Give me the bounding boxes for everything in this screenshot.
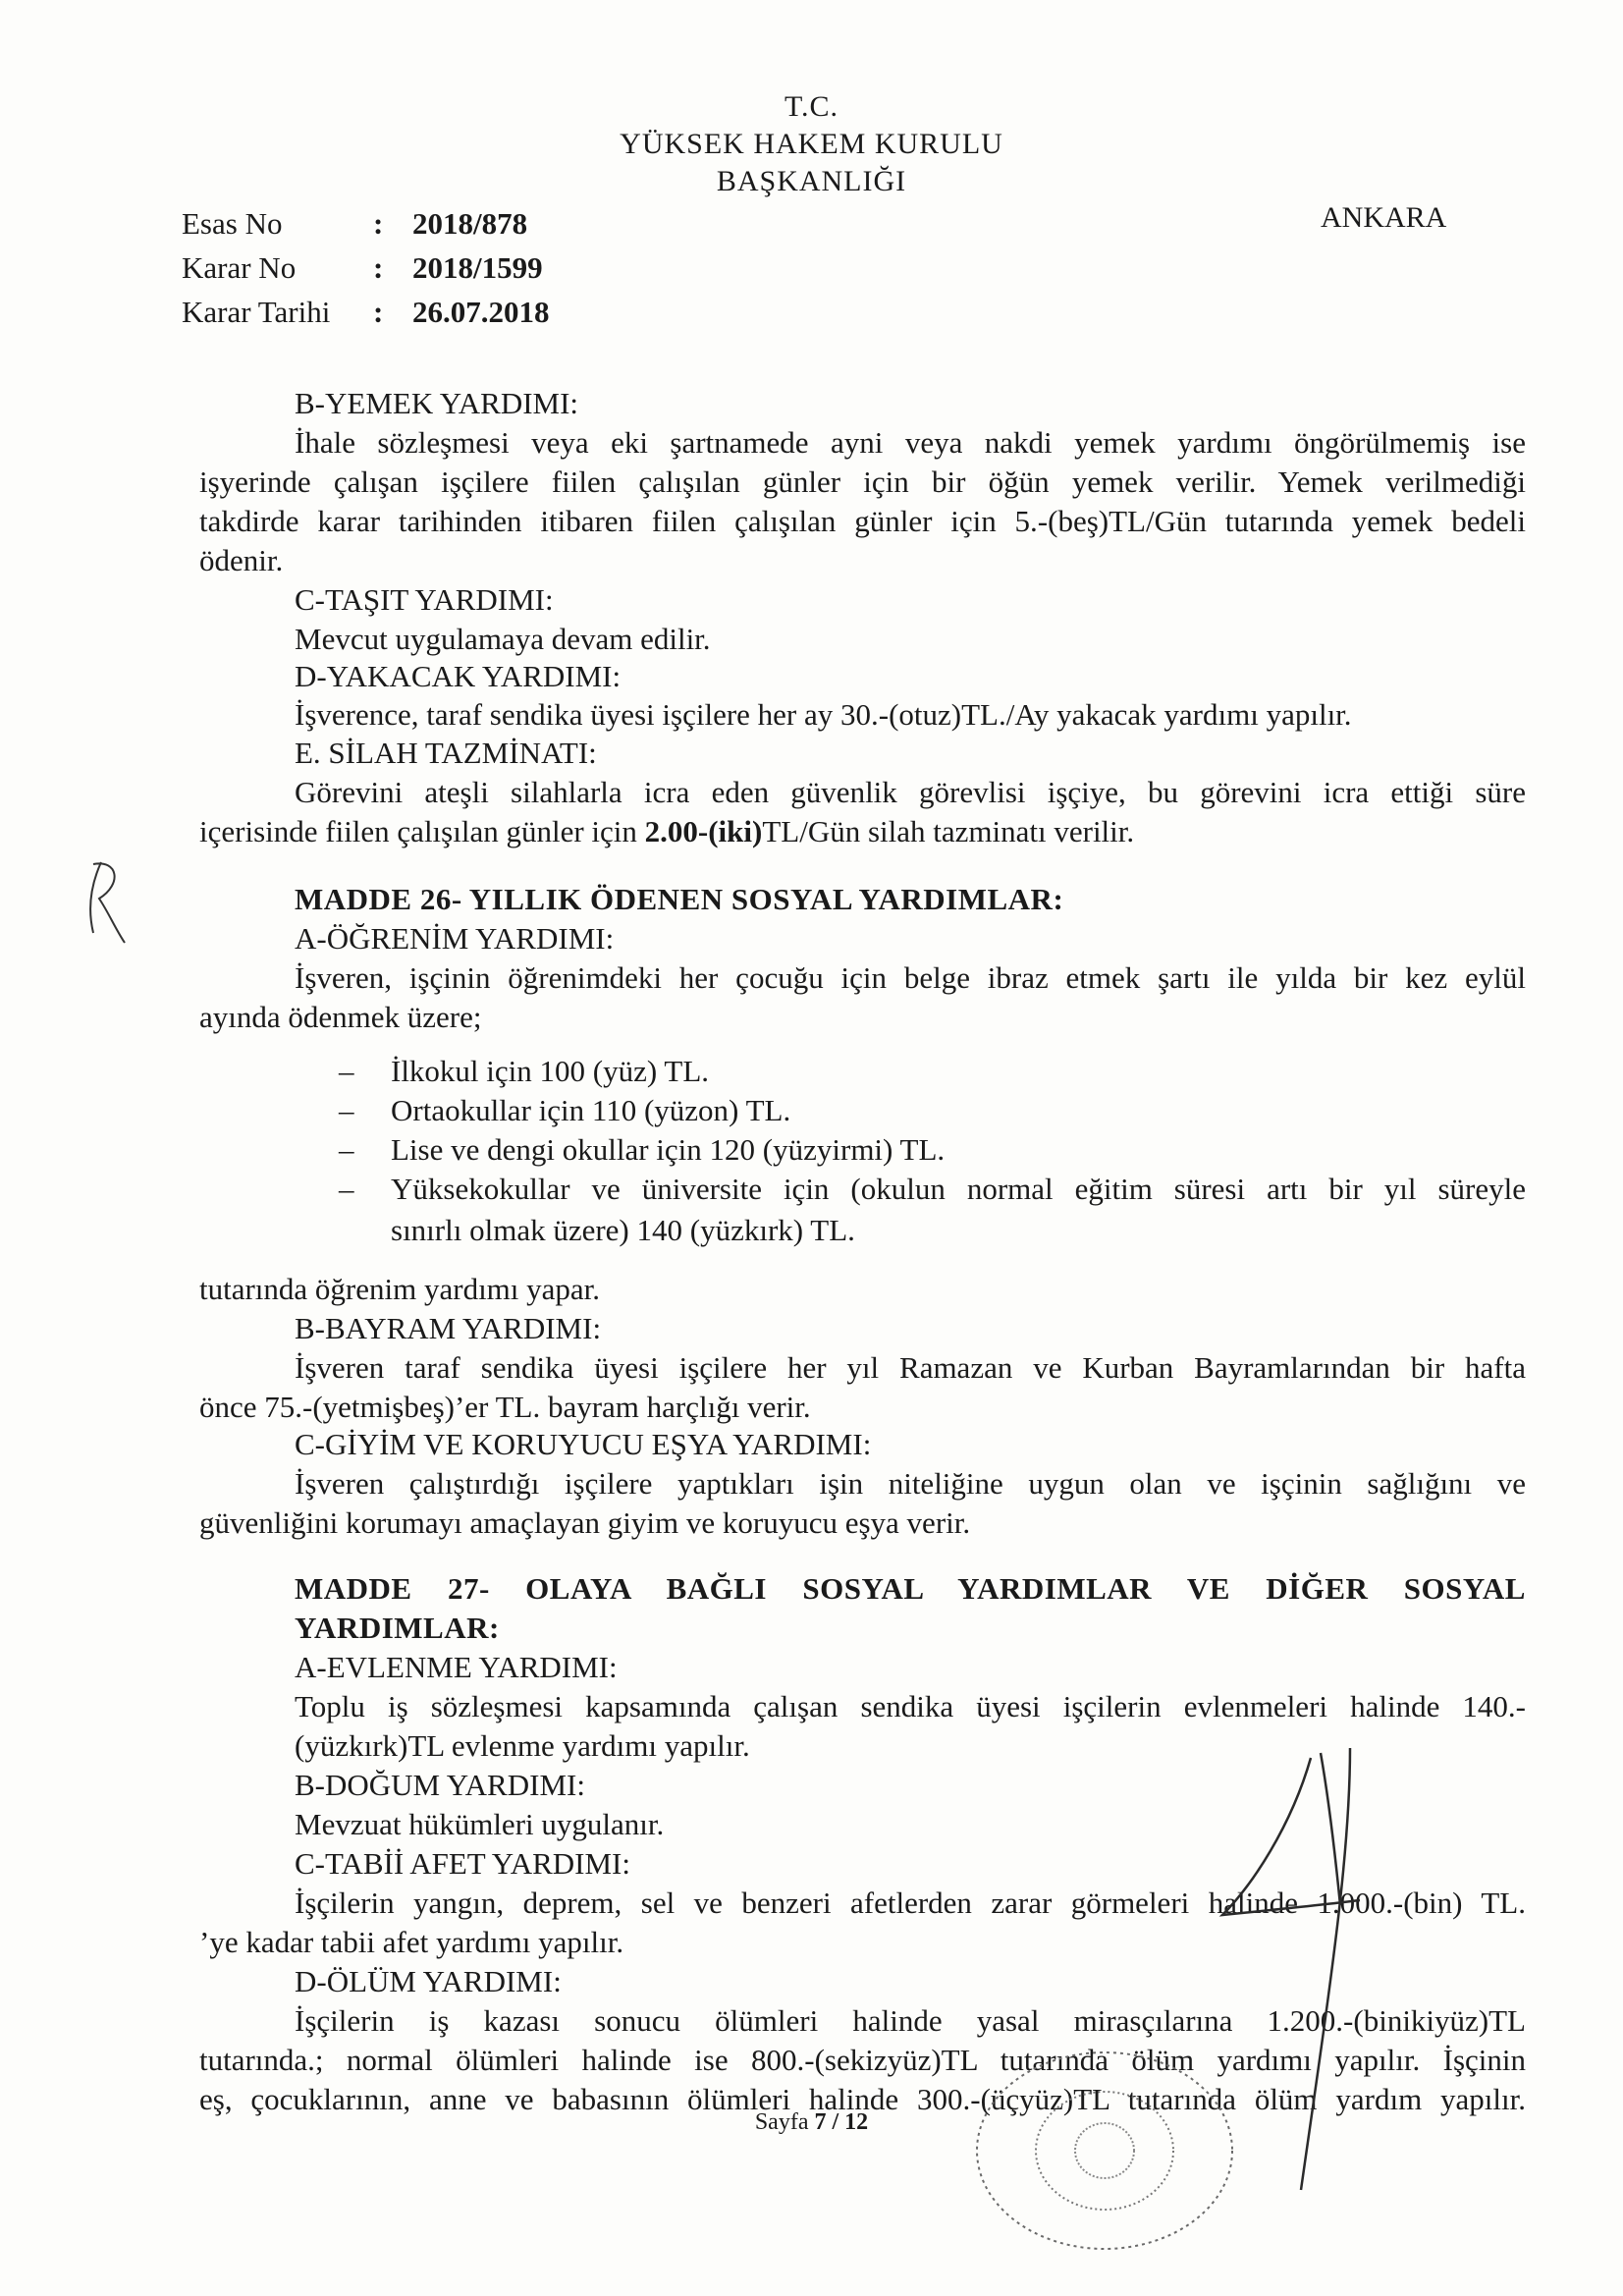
official-stamp <box>962 2043 1247 2269</box>
tarih-label: Karar Tarihi <box>182 295 331 329</box>
olum-title: D-ÖLÜM YARDIMI: <box>295 1964 562 1998</box>
bayram-line-1: İşveren taraf sendika üyesi işçilere her yıl Ramazan ve Kurban Bayramlarından bir hafta <box>295 1350 1526 1385</box>
silah-line-2 <box>199 811 1134 851</box>
list-dash: – <box>339 1132 354 1167</box>
olum-line-3: eş, çocuklarının, anne ve babasının ölümleri halinde 300.-(üçyüz)TL tutarında ölüm yardım yapılır. <box>199 2082 1526 2116</box>
silah-line-1: Görevini ateşli silahlarla icra eden güvenlik görevlisi işçiye, bu görevini icra ettiği süre <box>295 775 1526 809</box>
colon: : <box>373 206 384 241</box>
yemek-line-4: ödenir. <box>199 543 284 577</box>
ogrenim-title: A-ÖĞRENİM YARDIMI: <box>295 921 615 956</box>
list-dash: – <box>339 1054 354 1088</box>
madde-26-title: MADDE 26- YILLIK ÖDENEN SOSYAL YARDIMLAR: <box>295 882 1064 916</box>
karar-label: Karar No <box>182 250 297 285</box>
afet-line-2: ’ye kadar tabii afet yardımı yapılır. <box>199 1925 624 1959</box>
evlenme-title: A-EVLENME YARDIMI: <box>295 1650 618 1684</box>
list-dash: – <box>339 1093 354 1127</box>
giyim-line-1: İşveren çalıştırdığı işçilere yaptıkları işin niteliğine uygun olan ve işçinin sağlığını ve <box>295 1466 1526 1501</box>
afet-title: C-TABİİ AFET YARDIMI: <box>295 1846 630 1881</box>
yakacak-line-1: İşverence, taraf sendika üyesi işçilere her ay 30.-(otuz)TL./Ay yakacak yardımı yapılır. <box>295 697 1352 732</box>
footer-prefix: Sayfa <box>754 2109 815 2135</box>
header-tc: T.C. <box>784 90 839 123</box>
ogrenim-line-2: ayında ödenmek üzere; <box>199 1000 482 1034</box>
colon: : <box>373 295 384 329</box>
esas-label: Esas No <box>182 206 283 241</box>
ogrenim-line-3: tutarında öğrenim yardımı yapar. <box>199 1272 601 1306</box>
dogum-line-1: Mevzuat hükümleri uygulanır. <box>295 1807 665 1841</box>
afet-line-1: İşçilerin yangın, deprem, sel ve benzeri afetlerden zarar görmeleri halinde 1.000.-(bin) TL. <box>295 1886 1526 1920</box>
yakacak-title: D-YAKACAK YARDIMI: <box>295 659 622 693</box>
header-city: ANKARA <box>1321 201 1447 234</box>
ogrenim-item-4: Yüksekokullar ve üniversite için (okulun normal eğitim süresi artı bir yıl süreyle <box>391 1172 1526 1206</box>
tarih-row <box>182 290 550 334</box>
giyim-title: C-GİYİM VE KORUYUCU EŞYA YARDIMI: <box>295 1427 872 1461</box>
header-presidency: BAŞKANLIĞI <box>716 165 907 197</box>
yemek-line-2: işyerinde çalışan işçilere fiilen çalışılan günler için bir öğün yemek verilir. Yemek verilmediği <box>199 465 1526 499</box>
page-footer <box>0 2109 1623 2136</box>
yemek-title: B-YEMEK YARDIMI: <box>295 386 579 420</box>
tarih-value: 26.07.2018 <box>412 295 550 329</box>
ogrenim-line-1: İşveren, işçinin öğrenimdeki her çocuğu için belge ibraz etmek şartı ile yılda bir kez eylül <box>295 960 1526 995</box>
esas-value: 2018/878 <box>412 206 528 241</box>
ogrenim-item-4-cont: sınırlı olmak üzere) 140 (yüzkırk) TL. <box>391 1213 855 1247</box>
header-institution: YÜKSEK HAKEM KURULU <box>620 128 1003 160</box>
yemek-line-1: İhale sözleşmesi veya eki şartnamede ayni veya nakdi yemek yardımı öngörülmemiş ise <box>295 425 1526 460</box>
ogrenim-item-2: Ortaokullar için 110 (yüzon) TL. <box>391 1093 791 1127</box>
silah-amount: 2.00-(iki) <box>644 814 763 848</box>
silah-line-2c: TL/Gün silah tazminatı verilir. <box>762 814 1135 848</box>
bayram-title: B-BAYRAM YARDIMI: <box>295 1311 602 1345</box>
tasit-line-1: Mevcut uygulamaya devam edilir. <box>295 622 711 656</box>
madde-27-title: MADDE 27- OLAYA BAĞLI SOSYAL YARDIMLAR VE DİĞER SOSYAL <box>295 1571 1526 1606</box>
esas-row <box>182 201 550 246</box>
silah-title: E. SİLAH TAZMİNATI: <box>295 736 597 770</box>
olum-line-1: İşçilerin iş kazası sonucu ölümleri halinde yasal mirasçılarına 1.200.-(binikiyüz)TL <box>295 2003 1526 2038</box>
list-dash: – <box>339 1172 354 1206</box>
ogrenim-item-3: Lise ve dengi okullar için 120 (yüzyirmi) TL. <box>391 1132 946 1167</box>
page-number: 7 / 12 <box>814 2109 869 2135</box>
madde-27-title-cont: YARDIMLAR: <box>295 1611 500 1645</box>
karar-value: 2018/1599 <box>412 250 543 285</box>
karar-row <box>182 246 550 290</box>
olum-line-2: tutarında.; normal ölümleri halinde ise 800.-(sekizyüz)TL tutarında ölüm yardımı yapılır. İşçinin <box>199 2043 1526 2077</box>
ogrenim-item-1: İlkokul için 100 (yüz) TL. <box>391 1054 710 1088</box>
case-meta <box>182 201 550 334</box>
giyim-line-2: güvenliğini korumayı amaçlayan giyim ve koruyucu eşya verir. <box>199 1505 971 1540</box>
dogum-title: B-DOĞUM YARDIMI: <box>295 1768 585 1802</box>
evlenme-line-1: Toplu iş sözleşmesi kapsamında çalışan sendika üyesi işçilerin evlenmeleri halinde 140.- <box>295 1689 1526 1723</box>
colon: : <box>373 250 384 285</box>
bayram-line-2: önce 75.-(yetmişbeş)’er TL. bayram harçlığı verir. <box>199 1390 811 1424</box>
handwritten-margin-mark <box>74 854 133 953</box>
tasit-title: C-TAŞIT YARDIMI: <box>295 582 554 617</box>
silah-line-2a: içerisinde fiilen çalışılan günler için <box>199 814 645 848</box>
evlenme-line-2: (yüzkırk)TL evlenme yardımı yapılır. <box>295 1728 750 1763</box>
yemek-line-3: takdirde karar tarihinden itibaren fiilen çalışılan günler için 5.-(beş)TL/Gün tutarında yemek bedeli <box>199 504 1526 538</box>
